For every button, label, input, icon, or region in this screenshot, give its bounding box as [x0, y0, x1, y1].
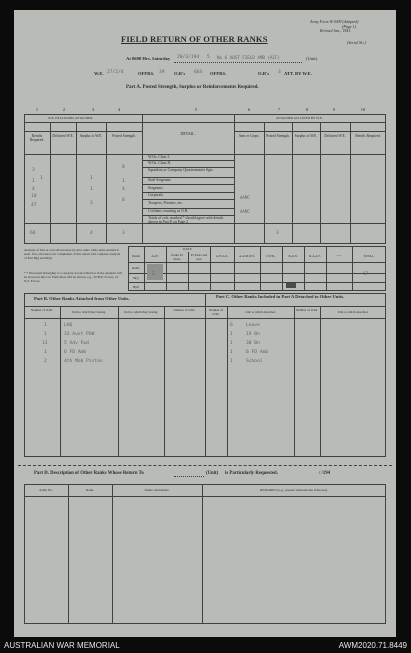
part-b-title: Part B. Other Ranks Attached from Other Units. — [34, 296, 130, 301]
col-number: 3 — [91, 107, 95, 112]
hw-entry: 8 — [122, 165, 125, 170]
army-form-line1: Army Form W.3009 (Adapted) — [310, 19, 359, 24]
offrs-value: 39 — [159, 70, 165, 75]
hw-entry: 1 — [90, 187, 93, 192]
col-number: 10 — [360, 107, 366, 112]
hw-entry: 1 — [90, 176, 93, 181]
part-c-num: 1 — [230, 359, 233, 364]
we-label: W.E. — [94, 71, 104, 76]
att-value: 3 — [278, 70, 281, 75]
offrs2-label: OFFRS. — [210, 71, 227, 76]
hw-entry: AAMC — [240, 195, 250, 200]
or-label: O.R's — [174, 71, 186, 76]
at-date: 20/3/194 — [177, 55, 200, 60]
part-c-num: 1 — [230, 350, 233, 355]
we-excluding-label: W.E. EXCLUDING ATTACHED. — [48, 116, 94, 120]
analysis-head: Under 45 Years. — [171, 253, 183, 261]
unit-value: No 6 AUST FIELD AMB (AIF) — [217, 55, 281, 60]
analysis-row-label: Reinf. — [132, 266, 140, 270]
part-d-head: Name and Initials. — [144, 488, 170, 492]
col-head-posted: Posted Strength. — [112, 134, 136, 138]
row-staff-sergeants: Staff Sergeants — [148, 178, 171, 182]
hw-entry: AAMC — [240, 209, 250, 214]
serial-label: (Serial No.) — [347, 40, 366, 45]
ink-mark — [286, 283, 296, 288]
hw-entry: 3 — [276, 231, 279, 236]
hw-entry: 10 — [31, 194, 37, 199]
part-d-head: REMARKS (e.g., present whereabouts if known). — [260, 488, 328, 492]
part-c-head: Unit to which detached. — [245, 310, 276, 314]
col-head-reinfts: Reinfts Required. — [29, 134, 45, 142]
part-b-num: 1 — [44, 323, 47, 328]
row-wo-class-2: W.Os. Class II. — [148, 161, 171, 165]
part-c-head: Number of O.Rs. — [209, 308, 223, 316]
analysis-note1: Analysis of Part A to be shown here by ALL units. Only units entitled to such, if no allocation for completion of this return will complete analysis of Part B(i) and B(ii). — [24, 248, 121, 260]
part-b-num: 2 — [44, 359, 47, 364]
analysis-head: R.A.N. — [288, 254, 298, 258]
hw-entry: 3 — [90, 201, 93, 206]
part-c-unit: 6 FD Amb — [246, 350, 269, 355]
analysis-head: A.I.F. — [151, 254, 159, 258]
part-b-num: 13 — [42, 341, 48, 346]
form-sheet — [14, 10, 396, 637]
part-b-head: Number of O.Rs. — [31, 308, 53, 312]
col-number: 7 — [277, 107, 281, 112]
part-d-title-b: is Particularly Requested. — [225, 471, 278, 476]
col-number: 4 — [117, 107, 121, 112]
footer-bar — [0, 641, 411, 653]
row-corporals: Corporals — [148, 193, 163, 197]
hw-entry: 3 — [122, 231, 125, 236]
col-head-deficient-r: Deficient W.E. — [324, 134, 346, 138]
or-value: 664 — [194, 70, 203, 75]
hw-entry: 1 — [32, 179, 35, 184]
hw-entry: 1 — [122, 179, 125, 184]
analysis-head: 45 Years and over. — [190, 253, 208, 261]
part-d-head: Rank. — [85, 488, 94, 492]
row-wo-class-1: W.Os. Class I. — [148, 155, 170, 159]
or2-label: O.R's — [258, 71, 270, 76]
hw-entry: 1 — [40, 176, 43, 181]
row-civilians: Civilians counting as O.R. — [148, 209, 189, 213]
hw-entry: 4 — [122, 187, 125, 192]
hw-entry: 66 — [30, 231, 36, 236]
col-head-posted-r: Posted Strength. — [266, 134, 290, 138]
part-c-unit: School — [246, 359, 263, 364]
analysis-head: R.A.A.F. — [309, 254, 321, 258]
part-c-unit: 30 Bn — [246, 341, 260, 346]
col-number: 9 — [332, 107, 336, 112]
unit-label: (Unit) — [306, 56, 318, 61]
part-d-table — [24, 484, 386, 624]
we-value: 27/2/4 — [107, 70, 124, 75]
part-d-title-date: / /194 — [319, 471, 331, 476]
part-d-head: Army No. — [39, 488, 53, 492]
col-number: 6 — [247, 107, 251, 112]
part-c-unit: 19 Bn — [246, 332, 260, 337]
part-b-num: 1 — [44, 332, 47, 337]
cut-line — [18, 465, 392, 466]
part-c-head: Number of O.Rs. — [296, 308, 318, 312]
col-head-surplus-r: Surplus to W.E. — [294, 134, 318, 138]
part-b-unit: 5 Adv Fwd — [64, 341, 89, 346]
hw-entry: 67 — [363, 272, 369, 277]
form-title: FIELD RETURN OF OTHER RANKS — [121, 34, 268, 44]
part-d-title-a: Part D. Description of Other Ranks Whose Return To — [34, 471, 144, 476]
analysis-stamp — [147, 264, 163, 280]
part-c-title: Part C. Other Ranks Included in Part A Detached to Other Units. — [216, 294, 345, 299]
at-date-year: 5 — [207, 55, 210, 60]
hw-entry: 47 — [31, 203, 37, 208]
part-d-title-unit: (Unit) — [206, 471, 219, 476]
col-head-reinfts-r: Reinfts Required. — [355, 134, 381, 138]
attached-allowed-label: ATTACHED ALLOWED BY W.E. — [276, 116, 323, 120]
part-b-unit: LHQ — [64, 323, 73, 328]
at-line-prefix: At 0600 Hrs. Saturday — [126, 56, 171, 61]
part-b-head: Unit to which they belong. — [71, 310, 107, 314]
analysis-head: A.W.A.S. — [215, 254, 229, 258]
army-form-line3: Revised Jan., 1941. — [320, 28, 352, 33]
col-number: 5 — [194, 107, 198, 112]
part-c-unit: Leave — [246, 323, 260, 328]
part-b-head: Unit to which they belong. — [123, 310, 159, 314]
col-head-deficient: Deficient W.E. — [52, 134, 74, 138]
col-number: 8 — [305, 107, 309, 112]
part-c-num: 6 — [230, 323, 233, 328]
analysis-head: * * — [337, 254, 341, 258]
footer-credit: AUSTRALIAN WAR MEMORIAL — [4, 641, 120, 650]
col-head-arm: Arm or Corps. — [238, 134, 260, 138]
row-totals: Totals of cols. marked * should agree with details shown in Part E on Page 2 — [148, 216, 224, 224]
analysis-note2: * * Personnel belonging to a category not provided for in the analysis will be shown in this col. Particulars will be shown, e.g., 29 H.E. Forces, 10 N.Z. Forces. — [24, 271, 122, 283]
analysis-head: A.A.M.W.S. — [239, 254, 255, 258]
part-b-num: 1 — [44, 350, 47, 355]
part-c-num: 1 — [230, 341, 233, 346]
analysis-dmf-label: D.M.F. — [183, 247, 193, 251]
analysis-row-label: B(ii) — [132, 285, 140, 289]
hw-entry: 3 — [32, 168, 35, 173]
offrs-label: OFFRS. — [138, 71, 155, 76]
part-b-head: Number of O.Rs. — [173, 308, 196, 312]
hw-entry: 4 — [90, 231, 93, 236]
hw-entry: 2 — [152, 272, 155, 277]
part-c-num: 1 — [230, 332, 233, 337]
part-b-unit: 6 FD Amb — [64, 350, 87, 355]
army-form-line2: (Page 1). — [342, 24, 357, 29]
part-a-title: Part A. Posted Strength, Surplus or Reinforcements Required. — [126, 85, 259, 90]
analysis-head: TOTAL. — [363, 254, 375, 258]
row-troopers: Troopers, Privates, etc. — [148, 201, 183, 205]
row-cqms: Squadron or Company Quartermaster Sgts. — [148, 168, 214, 172]
part-b-unit: 33 Aust POW — [64, 332, 95, 337]
part-b-unit: 4th Mob Pistos — [64, 359, 103, 364]
col-number: 1 — [35, 107, 39, 112]
hw-entry: 4 — [32, 187, 35, 192]
row-sergeants: Sergeants — [148, 186, 163, 190]
analysis-head: Detail — [132, 254, 140, 258]
col-head-detail: DETAIL. — [180, 131, 196, 136]
part-c-head: Unit to which detached. — [337, 310, 369, 314]
att-label: ATT. BY W.E. — [284, 71, 312, 76]
col-number: 2 — [62, 107, 66, 112]
hw-entry: 8 — [122, 198, 125, 203]
analysis-head: CIVIL. — [266, 254, 276, 258]
footer-accession: AWM2020.71.8449 — [338, 641, 407, 650]
col-head-surplus: Surplus to W.E. — [79, 134, 103, 138]
analysis-row-label: B(i) — [133, 276, 139, 280]
